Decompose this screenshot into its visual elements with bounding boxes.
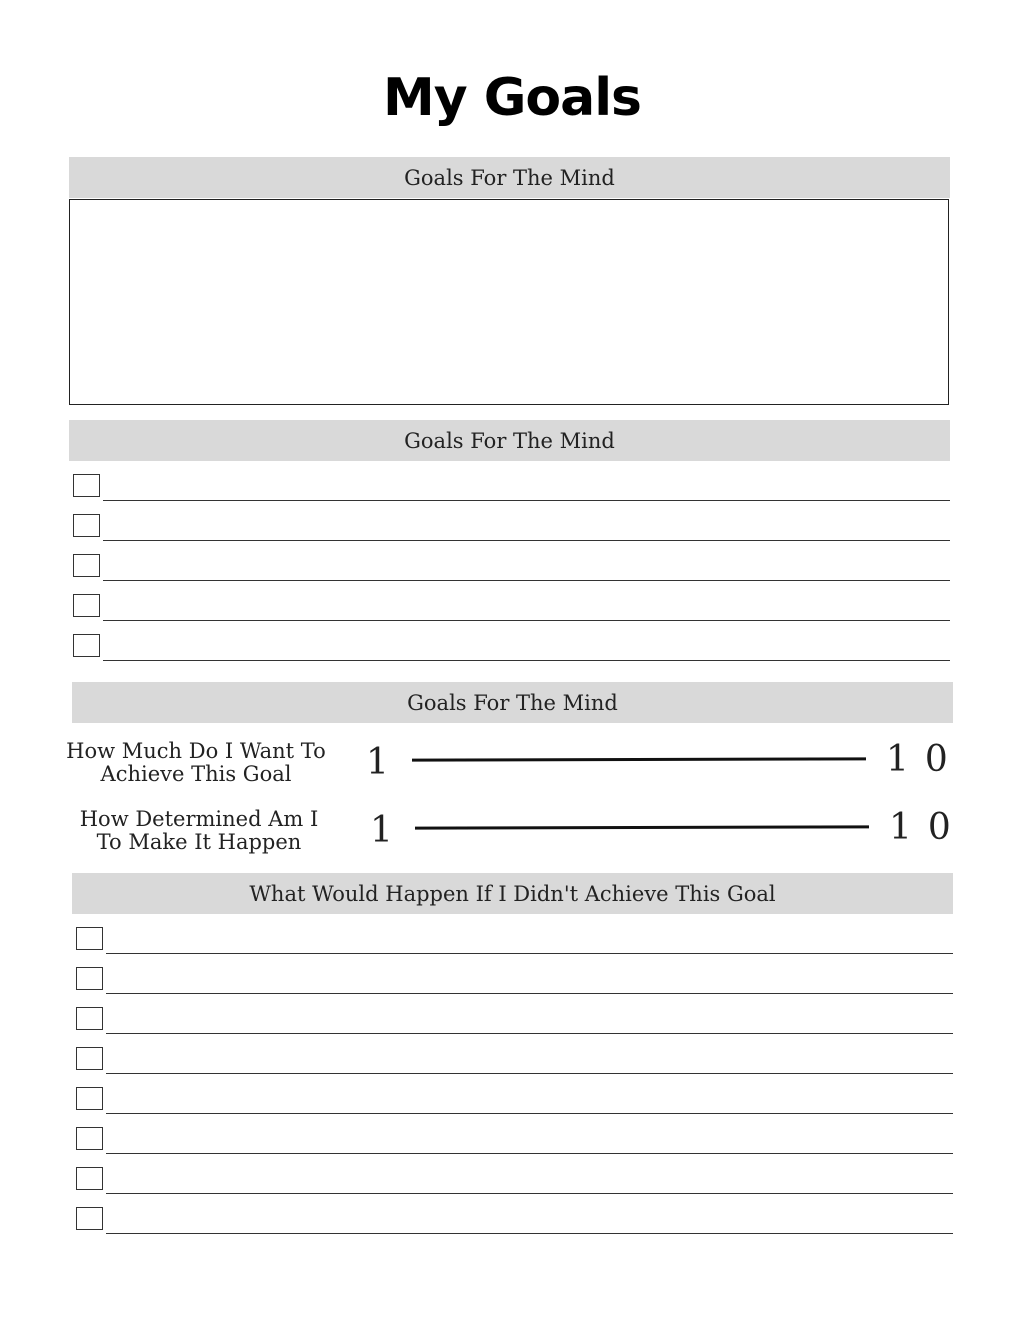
consequence-row <box>76 1167 953 1194</box>
scale-determined-label-line-1: How Determined Am I <box>79 807 319 831</box>
mind-goal-checkbox[interactable] <box>73 474 100 497</box>
scale-want-label-line-2: Achieve This Goal <box>100 762 292 786</box>
scale-determined-min: 1 <box>370 810 393 851</box>
section-header-mind-notes: Goals For The Mind <box>69 157 950 198</box>
consequence-row <box>76 927 953 954</box>
consequence-checkbox[interactable] <box>76 1087 103 1110</box>
mind-goal-row <box>73 594 950 621</box>
section-header-consequences: What Would Happen If I Didn't Achieve This Goal <box>72 873 953 914</box>
section-header-mind-scales: Goals For The Mind <box>72 682 953 723</box>
consequence-checkbox[interactable] <box>76 1127 103 1150</box>
scale-want-bar[interactable] <box>412 757 866 761</box>
scale-determined-max: 10 <box>889 807 967 848</box>
consequence-write-line[interactable] <box>106 1033 953 1034</box>
mind-goal-row <box>73 634 950 661</box>
consequence-checkbox[interactable] <box>76 967 103 990</box>
section-header-mind-checklist: Goals For The Mind <box>69 420 950 461</box>
scale-want-label <box>66 740 326 786</box>
consequence-write-line[interactable] <box>106 1233 953 1234</box>
consequence-checkbox[interactable] <box>76 927 103 950</box>
consequence-write-line[interactable] <box>106 1073 953 1074</box>
mind-goal-write-line[interactable] <box>103 660 950 661</box>
consequence-row <box>76 967 953 994</box>
scale-determined-bar[interactable] <box>415 825 869 829</box>
notes-box[interactable] <box>69 199 949 405</box>
consequence-write-line[interactable] <box>106 993 953 994</box>
scale-want-min: 1 <box>366 742 389 783</box>
mind-goal-write-line[interactable] <box>103 620 950 621</box>
mind-goal-checkbox[interactable] <box>73 554 100 577</box>
mind-goal-row <box>73 554 950 581</box>
mind-goal-write-line[interactable] <box>103 500 950 501</box>
mind-goal-row <box>73 474 950 501</box>
consequence-checkbox[interactable] <box>76 1047 103 1070</box>
consequence-write-line[interactable] <box>106 1113 953 1114</box>
mind-goal-checkbox[interactable] <box>73 594 100 617</box>
consequence-checkbox[interactable] <box>76 1167 103 1190</box>
consequence-row <box>76 1127 953 1154</box>
mind-goal-row <box>73 514 950 541</box>
consequence-checkbox[interactable] <box>76 1007 103 1030</box>
mind-goal-write-line[interactable] <box>103 580 950 581</box>
consequence-row <box>76 1207 953 1234</box>
consequence-write-line[interactable] <box>106 953 953 954</box>
scale-determined-label <box>69 808 329 854</box>
consequence-row <box>76 1007 953 1034</box>
consequence-row <box>76 1047 953 1074</box>
consequence-row <box>76 1087 953 1114</box>
mind-goal-checkbox[interactable] <box>73 634 100 657</box>
page-title: My Goals <box>382 68 642 128</box>
consequence-write-line[interactable] <box>106 1153 953 1154</box>
scale-want-max: 10 <box>886 739 964 780</box>
mind-goal-write-line[interactable] <box>103 540 950 541</box>
consequence-write-line[interactable] <box>106 1193 953 1194</box>
scale-determined-label-line-2: To Make It Happen <box>96 830 302 854</box>
scale-want-label-line-1: How Much Do I Want To <box>66 739 326 763</box>
mind-goal-checkbox[interactable] <box>73 514 100 537</box>
consequence-checkbox[interactable] <box>76 1207 103 1230</box>
